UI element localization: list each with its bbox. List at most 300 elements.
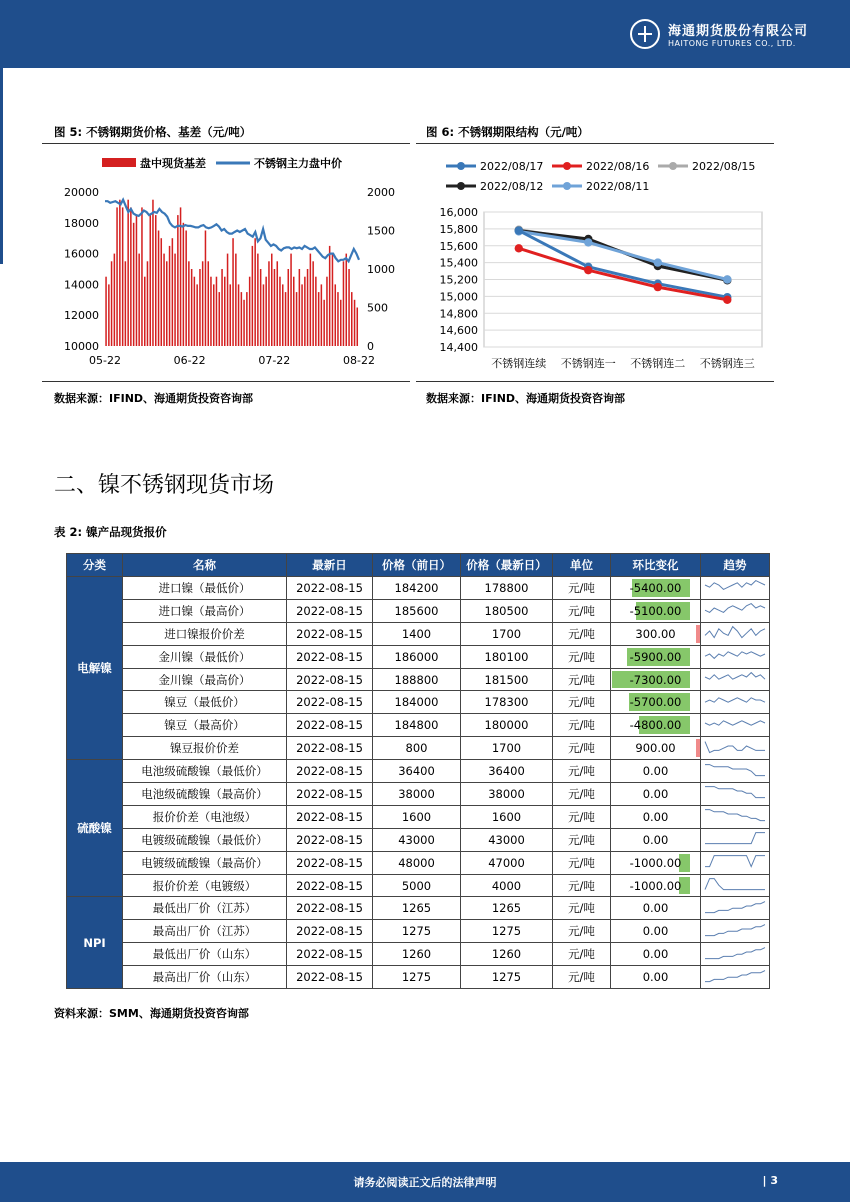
sparkline-line <box>705 902 765 913</box>
sparkline <box>701 852 769 873</box>
basis-bar <box>271 254 273 346</box>
legend-bar-swatch <box>102 158 136 167</box>
date-cell: 2022-08-15 <box>287 622 373 645</box>
change-cell <box>611 805 701 828</box>
basis-bar <box>335 284 337 346</box>
product-name-cell: 电镀级硫酸镍（最高价） <box>123 851 287 874</box>
change-cell <box>611 645 701 668</box>
fig6-chart <box>416 146 774 378</box>
table-title: 表 2: 镍产品现货报价 <box>54 525 167 539</box>
unit-cell: 元/吨 <box>553 897 611 920</box>
prev-price-cell: 5000 <box>373 874 461 897</box>
date-cell: 2022-08-15 <box>287 851 373 874</box>
product-name-cell: 最高出厂价（山东） <box>123 966 287 989</box>
basis-bar <box>241 292 243 346</box>
basis-bar <box>155 215 157 346</box>
latest-price-cell: 1275 <box>461 966 553 989</box>
company-name-en: HAITONG FUTURES CO., LTD. <box>667 39 796 48</box>
fig6-bottom-rule <box>416 381 774 382</box>
unit-cell: 元/吨 <box>553 851 611 874</box>
basis-bar <box>340 300 342 346</box>
date-cell: 2022-08-15 <box>287 897 373 920</box>
latest-price-cell: 178300 <box>461 691 553 714</box>
product-name-cell: 最低出厂价（山东） <box>123 943 287 966</box>
sparkline-line <box>705 741 765 752</box>
sparkline-line <box>705 764 765 775</box>
basis-bar <box>158 231 160 347</box>
date-cell: 2022-08-15 <box>287 966 373 989</box>
basis-bar <box>111 261 113 346</box>
basis-bar <box>199 269 201 346</box>
sparkline <box>701 738 769 759</box>
basis-bar <box>150 215 152 346</box>
change-value: 900.00 <box>635 741 676 756</box>
date-cell: 2022-08-15 <box>287 668 373 691</box>
change-value: -7300.00 <box>629 672 682 687</box>
trend-cell <box>701 851 770 874</box>
table-row <box>67 622 770 645</box>
product-name-cell: 最低出厂价（江苏） <box>123 897 287 920</box>
sparkline-line <box>705 698 765 702</box>
basis-bar <box>202 261 204 346</box>
legend-marker <box>563 182 571 190</box>
basis-bar <box>119 200 121 346</box>
sparkline-line <box>705 652 765 659</box>
legend-marker <box>457 182 465 190</box>
category-cell: NPI <box>67 897 123 989</box>
x-axis-tick: 08-22 <box>343 354 375 367</box>
basis-bar <box>288 269 290 346</box>
sparkline <box>701 600 769 621</box>
basis-bar <box>208 261 210 346</box>
unit-cell: 元/吨 <box>553 805 611 828</box>
prev-price-cell: 36400 <box>373 760 461 783</box>
series-line <box>519 231 728 298</box>
header-name: 名称 <box>123 554 287 577</box>
sparkline <box>701 646 769 667</box>
sparkline <box>701 692 769 713</box>
category-label: 不锈钢连续 <box>491 357 547 370</box>
sparkline <box>701 806 769 827</box>
unit-cell: 元/吨 <box>553 966 611 989</box>
change-cell <box>611 577 701 600</box>
basis-bar <box>224 277 226 346</box>
date-cell: 2022-08-15 <box>287 599 373 622</box>
change-value: 0.00 <box>642 947 669 962</box>
product-name-cell: 报价价差（电镀级） <box>123 874 287 897</box>
latest-price-cell: 38000 <box>461 783 553 806</box>
basis-bar <box>196 284 198 346</box>
change-cell <box>611 691 701 714</box>
unit-cell: 元/吨 <box>553 828 611 851</box>
sparkline-line <box>705 673 765 680</box>
change-cell <box>611 828 701 851</box>
right-axis-tick: 1000 <box>367 263 395 276</box>
change-value: -5100.00 <box>629 603 682 618</box>
legend-marker <box>563 162 571 170</box>
date-cell: 2022-08-15 <box>287 714 373 737</box>
product-name-cell: 电池级硫酸镍（最低价） <box>123 760 287 783</box>
right-axis-tick: 0 <box>367 340 374 353</box>
product-name-cell: 镍豆报价价差 <box>123 737 287 760</box>
change-value: 0.00 <box>642 924 669 939</box>
y-axis-tick: 14,800 <box>439 307 478 321</box>
sparkline-line <box>705 879 765 890</box>
change-value: 0.00 <box>642 786 669 801</box>
legend-marker <box>457 162 465 170</box>
change-value: -5700.00 <box>629 695 682 710</box>
y-axis-tick: 15,200 <box>439 273 478 287</box>
basis-bar <box>227 254 229 346</box>
category-cell: 硫酸镍 <box>67 760 123 897</box>
date-cell: 2022-08-15 <box>287 874 373 897</box>
change-cell <box>611 714 701 737</box>
legend-label: 2022/08/16 <box>586 160 650 173</box>
y-axis-tick: 15,800 <box>439 222 478 236</box>
nickel-price-table <box>66 553 770 989</box>
change-value: 0.00 <box>642 901 669 916</box>
category-label: 不锈钢连一 <box>560 357 616 370</box>
sparkline <box>701 623 769 644</box>
basis-bar <box>315 277 317 346</box>
basis-bar <box>348 269 350 346</box>
basis-bar <box>194 277 196 346</box>
sparkline <box>701 715 769 736</box>
series-point <box>654 283 662 291</box>
basis-bar <box>147 261 149 346</box>
latest-price-cell: 180100 <box>461 645 553 668</box>
basis-bar <box>329 246 331 346</box>
legal-notice: 请务必阅读正文后的法律声明 <box>353 1176 497 1189</box>
table-row <box>67 714 770 737</box>
basis-bar <box>318 292 320 346</box>
basis-bar <box>285 292 287 346</box>
change-value: 0.00 <box>642 809 669 824</box>
header-category: 分类 <box>67 554 123 577</box>
table-row <box>67 874 770 897</box>
basis-bar <box>343 261 345 346</box>
unit-cell: 元/吨 <box>553 668 611 691</box>
basis-bar <box>254 238 256 346</box>
basis-bar <box>321 284 323 346</box>
change-cell <box>611 599 701 622</box>
sparkline-line <box>705 721 765 725</box>
basis-bar <box>230 284 232 346</box>
latest-price-cell: 1700 <box>461 737 553 760</box>
latest-price-cell: 1600 <box>461 805 553 828</box>
basis-bar <box>169 246 171 346</box>
trend-cell <box>701 828 770 851</box>
basis-bar <box>180 207 182 346</box>
latest-price-cell: 1260 <box>461 943 553 966</box>
product-name-cell: 金川镍（最高价） <box>123 668 287 691</box>
left-axis-tick: 18000 <box>64 216 99 230</box>
trend-cell <box>701 691 770 714</box>
header-latest-price: 价格（最新日） <box>461 554 553 577</box>
y-axis-tick: 15,600 <box>439 239 478 253</box>
date-cell: 2022-08-15 <box>287 943 373 966</box>
basis-bar <box>136 215 138 346</box>
table-row <box>67 668 770 691</box>
y-axis-tick: 14,400 <box>439 341 478 354</box>
fig5-title: 图 5: 不锈钢期货价格、基差（元/吨） <box>54 125 252 139</box>
change-cell <box>611 874 701 897</box>
series-line <box>519 231 728 279</box>
basis-bar <box>210 277 212 346</box>
right-axis-tick: 1500 <box>367 224 395 238</box>
x-axis-tick: 05-22 <box>89 354 121 367</box>
prev-price-cell: 186000 <box>373 645 461 668</box>
basis-bar <box>310 254 312 346</box>
footer-bar <box>0 1162 850 1202</box>
series-point <box>515 226 523 234</box>
product-name-cell: 进口镍（最高价） <box>123 599 287 622</box>
latest-price-cell: 1275 <box>461 920 553 943</box>
prev-price-cell: 1275 <box>373 966 461 989</box>
trend-cell <box>701 737 770 760</box>
left-axis-tick: 20000 <box>64 186 99 199</box>
series-point <box>584 266 592 274</box>
sparkline <box>701 875 769 896</box>
basis-bar <box>163 254 165 346</box>
basis-bar <box>282 284 284 346</box>
unit-cell: 元/吨 <box>553 577 611 600</box>
trend-cell <box>701 966 770 989</box>
product-name-cell: 最高出厂价（江苏） <box>123 920 287 943</box>
latest-price-cell: 47000 <box>461 851 553 874</box>
basis-bar <box>277 261 279 346</box>
trend-cell <box>701 645 770 668</box>
basis-bar <box>265 277 267 346</box>
sparkline <box>701 577 769 598</box>
basis-bar <box>133 223 135 346</box>
prev-price-cell: 1265 <box>373 897 461 920</box>
basis-bar <box>357 308 359 347</box>
y-axis-tick: 15,000 <box>439 290 478 304</box>
prev-price-cell: 38000 <box>373 783 461 806</box>
x-axis-tick: 06-22 <box>173 354 206 367</box>
unit-cell: 元/吨 <box>553 737 611 760</box>
table-row <box>67 828 770 851</box>
prev-price-cell: 1400 <box>373 622 461 645</box>
trend-cell <box>701 783 770 806</box>
header-accent <box>0 68 3 264</box>
change-value: -5400.00 <box>629 580 682 595</box>
category-cell: 电解镍 <box>67 577 123 760</box>
table-body <box>67 577 770 989</box>
change-value: -1000.00 <box>629 855 682 870</box>
latest-price-cell: 43000 <box>461 828 553 851</box>
latest-price-cell: 1265 <box>461 897 553 920</box>
basis-bar <box>114 254 116 346</box>
table-row <box>67 966 770 989</box>
change-cell <box>611 668 701 691</box>
basis-bar <box>263 284 265 346</box>
sparkline-line <box>705 581 765 590</box>
legend-label: 2022/08/11 <box>586 180 650 193</box>
header-prev-price: 价格（前日） <box>373 554 461 577</box>
sparkline-line <box>705 947 765 958</box>
basis-bar <box>161 238 163 346</box>
basis-bar <box>130 207 132 346</box>
change-cell <box>611 966 701 989</box>
category-label: 不锈钢连三 <box>699 357 755 370</box>
product-name-cell: 镍豆（最高价） <box>123 714 287 737</box>
right-axis-tick: 500 <box>367 301 388 315</box>
sparkline-line <box>705 604 765 613</box>
unit-cell: 元/吨 <box>553 760 611 783</box>
sparkline <box>701 944 769 965</box>
series-point <box>654 258 662 266</box>
legend-marker <box>669 162 677 170</box>
header-unit: 单位 <box>553 554 611 577</box>
basis-bar <box>105 277 107 346</box>
trend-cell <box>701 577 770 600</box>
unit-cell: 元/吨 <box>553 783 611 806</box>
table-row <box>67 577 770 600</box>
basis-bar <box>252 246 254 346</box>
prev-price-cell: 185600 <box>373 599 461 622</box>
change-value: -1000.00 <box>629 878 682 893</box>
change-value: -5900.00 <box>629 649 682 664</box>
prev-price-cell: 188800 <box>373 668 461 691</box>
product-name-cell: 电池级硫酸镍（最高价） <box>123 783 287 806</box>
basis-bar <box>238 284 240 346</box>
change-cell <box>611 897 701 920</box>
table-row <box>67 943 770 966</box>
series-point <box>584 238 592 246</box>
date-cell: 2022-08-15 <box>287 645 373 668</box>
basis-bar <box>307 269 309 346</box>
sparkline-line <box>705 924 765 935</box>
product-name-cell: 进口镍报价价差 <box>123 622 287 645</box>
basis-bar <box>290 254 292 346</box>
change-value: 0.00 <box>642 764 669 779</box>
company-name-cn: 海通期货股份有限公司 <box>667 24 808 39</box>
unit-cell: 元/吨 <box>553 874 611 897</box>
latest-price-cell: 180500 <box>461 599 553 622</box>
table-row <box>67 851 770 874</box>
table-row <box>67 737 770 760</box>
latest-price-cell: 181500 <box>461 668 553 691</box>
trend-cell <box>701 760 770 783</box>
basis-bar <box>299 269 301 346</box>
basis-bar <box>296 292 298 346</box>
fig6-source: 数据来源：IFIND、海通期货投资咨询部 <box>426 392 626 405</box>
sparkline <box>701 921 769 942</box>
basis-bar <box>268 261 270 346</box>
change-cell <box>611 920 701 943</box>
change-databar <box>696 625 700 643</box>
date-cell: 2022-08-15 <box>287 691 373 714</box>
basis-bar <box>213 284 215 346</box>
prev-price-cell: 1275 <box>373 920 461 943</box>
basis-bar <box>221 269 223 346</box>
basis-bar <box>243 300 245 346</box>
table-row <box>67 645 770 668</box>
unit-cell: 元/吨 <box>553 691 611 714</box>
table-row <box>67 599 770 622</box>
series-point <box>723 275 731 283</box>
date-cell: 2022-08-15 <box>287 577 373 600</box>
table-row <box>67 760 770 783</box>
header-bar <box>0 0 850 68</box>
table-row <box>67 897 770 920</box>
change-cell <box>611 760 701 783</box>
basis-bar <box>257 254 259 346</box>
basis-bar <box>108 284 110 346</box>
fig6-title: 图 6: 不锈钢期限结构（元/吨） <box>426 125 589 139</box>
change-value: 300.00 <box>635 626 676 641</box>
trend-cell <box>701 805 770 828</box>
basis-bar <box>172 238 174 346</box>
left-axis-tick: 16000 <box>64 247 99 261</box>
trend-cell <box>701 920 770 943</box>
trend-cell <box>701 943 770 966</box>
basis-bar <box>166 261 168 346</box>
price-line <box>105 200 359 262</box>
basis-bar <box>249 277 251 346</box>
legend-label: 2022/08/17 <box>480 160 544 173</box>
sparkline-line <box>705 810 765 821</box>
sparkline <box>701 783 769 804</box>
basis-bar <box>183 223 185 346</box>
fig5-chart <box>42 146 410 378</box>
date-cell: 2022-08-15 <box>287 805 373 828</box>
sparkline <box>701 898 769 919</box>
unit-cell: 元/吨 <box>553 645 611 668</box>
prev-price-cell: 184200 <box>373 577 461 600</box>
change-value: 0.00 <box>642 970 669 985</box>
trend-cell <box>701 599 770 622</box>
header-change: 环比变化 <box>611 554 701 577</box>
basis-bar <box>116 207 118 346</box>
change-cell <box>611 943 701 966</box>
prev-price-cell: 43000 <box>373 828 461 851</box>
basis-bar <box>177 215 179 346</box>
basis-bar <box>191 269 193 346</box>
basis-bar <box>346 254 348 346</box>
fig5-bottom-rule <box>42 381 410 382</box>
product-name-cell: 电镀级硫酸镍（最低价） <box>123 828 287 851</box>
unit-cell: 元/吨 <box>553 714 611 737</box>
latest-price-cell: 36400 <box>461 760 553 783</box>
latest-price-cell: 1700 <box>461 622 553 645</box>
basis-bar <box>235 254 237 346</box>
basis-bar <box>279 277 281 346</box>
table-source: 资料来源：SMM、海通期货投资咨询部 <box>54 1007 249 1020</box>
right-axis-tick: 2000 <box>367 186 395 199</box>
basis-bar <box>125 261 127 346</box>
legend-price-label: 不锈钢主力盘中价 <box>254 157 342 170</box>
series-point <box>723 296 731 304</box>
change-cell <box>611 783 701 806</box>
date-cell: 2022-08-15 <box>287 828 373 851</box>
sparkline <box>701 669 769 690</box>
latest-price-cell: 180000 <box>461 714 553 737</box>
basis-bar <box>219 292 221 346</box>
change-databar <box>696 739 700 757</box>
basis-bar <box>274 269 276 346</box>
prev-price-cell: 48000 <box>373 851 461 874</box>
trend-cell <box>701 622 770 645</box>
prev-price-cell: 1600 <box>373 805 461 828</box>
unit-cell: 元/吨 <box>553 622 611 645</box>
date-cell: 2022-08-15 <box>287 760 373 783</box>
change-value: -4800.00 <box>629 718 682 733</box>
sparkline <box>701 967 769 988</box>
trend-cell <box>701 668 770 691</box>
